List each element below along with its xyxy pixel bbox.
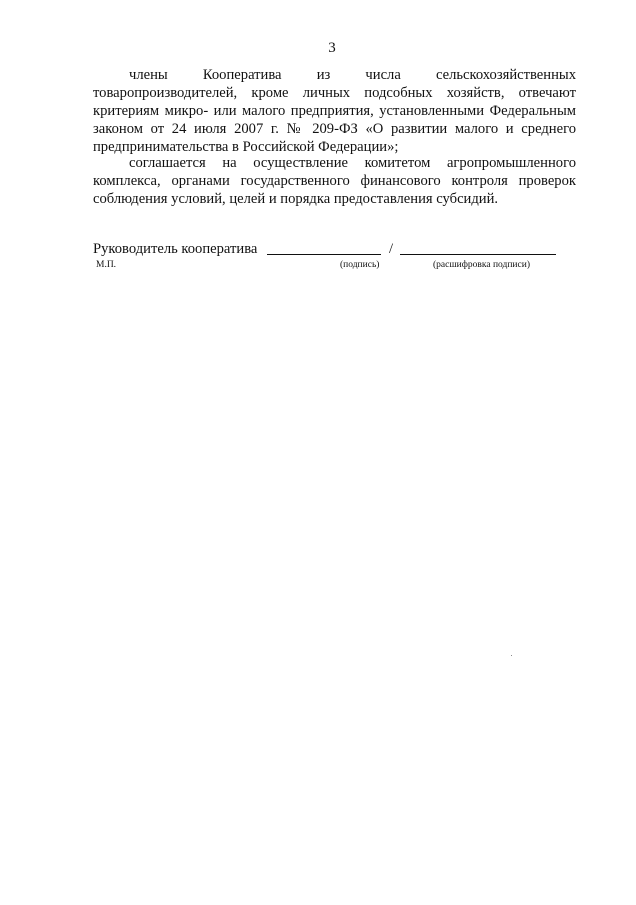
page-number: 3 — [328, 40, 336, 56]
signature-block — [93, 240, 573, 260]
signature-separator: / — [389, 241, 394, 257]
paragraph-consent-inspections: соглашается на осуществление комитетом агропромышленного комплекса, органами государственного финансового контроля проверок соблюдения условий, целей и порядка предоставления субсидий. — [93, 155, 576, 207]
decode-caption: (расшифровка подписи) — [433, 260, 530, 270]
signature-line — [267, 254, 381, 255]
signature-label: Руководитель кооператива — [93, 241, 258, 257]
paragraph-members-criteria: члены Кооператива из числа сельскохозяйственных товаропроизводителей, кроме личных подсобных хозяйств, отвечают критериям микро- или малого предприятия, установленными Федеральным законом от 24 июля 2007 г. № 209-ФЗ «О развитии малого и среднего предпринимательства в Российской Федерации»; — [93, 67, 576, 155]
stamp-caption: М.П. — [96, 260, 117, 270]
signature-caption: (подпись) — [340, 260, 380, 270]
signature-decode-line — [400, 254, 556, 255]
scan-speck — [511, 655, 512, 656]
